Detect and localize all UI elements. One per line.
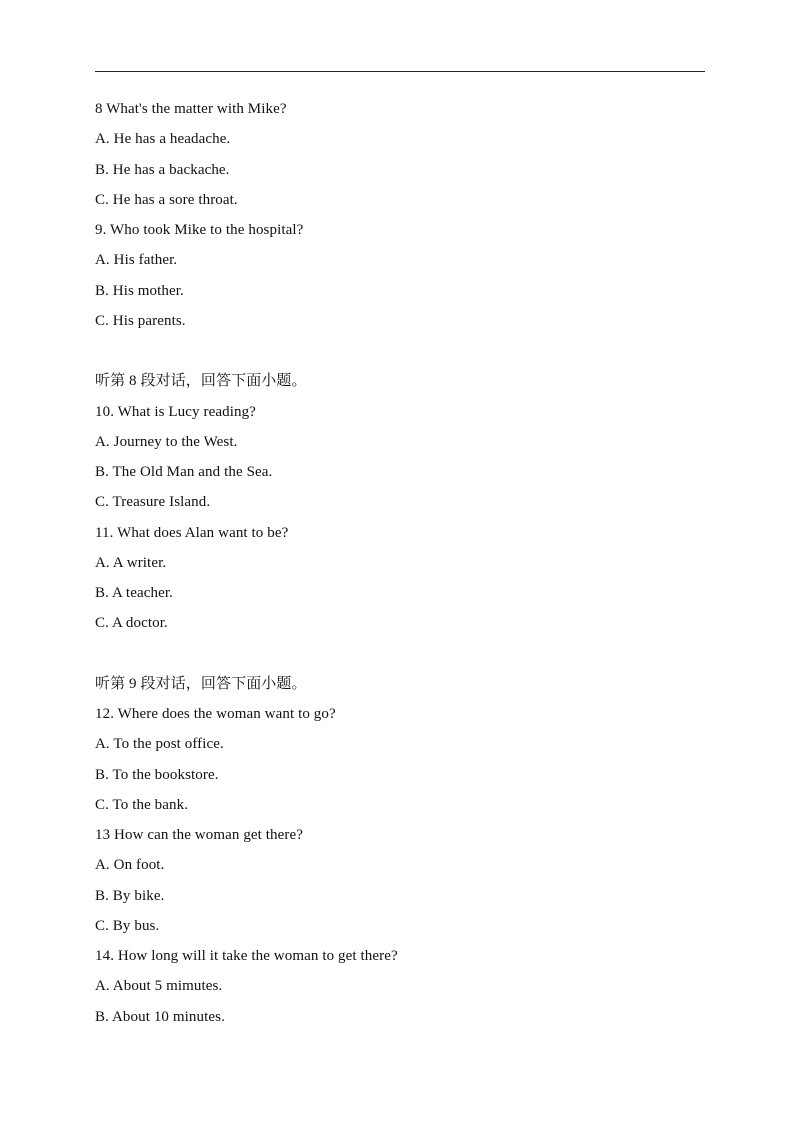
section-3 (95, 669, 715, 1032)
question-12-option-c: C. To the bank. (95, 796, 189, 813)
question-9-option-b: B. His mother. (95, 282, 184, 299)
question-11-option-a: A. A writer. (95, 554, 167, 571)
section-gap (95, 336, 715, 366)
question-13: 13 How can the woman get there? (95, 827, 304, 843)
question-14-option-a: A. About 5 mimutes. (95, 978, 223, 995)
question-12-option-b: B. To the bookstore. (95, 766, 219, 783)
question-8-option-a: A. He has a headache. (95, 131, 231, 148)
section-2-instruction: 听第 8 段对话，回答下面小题。 (95, 373, 307, 390)
section-2 (95, 366, 715, 638)
question-8-option-c: C. He has a sore throat. (95, 191, 238, 208)
section-1 (95, 94, 715, 336)
page-content (95, 94, 715, 1032)
top-rule (95, 71, 705, 72)
question-13-option-a: A. On foot. (95, 857, 165, 874)
question-9: 9. Who took Mike to the hospital? (95, 222, 304, 238)
question-11: 11. What does Alan want to be? (95, 524, 289, 541)
question-12-option-a: A. To the post office. (95, 736, 224, 753)
question-10-option-c: C. Treasure Island. (95, 494, 211, 511)
question-10-option-a: A. Journey to the West. (95, 433, 238, 450)
question-8: 8 What's the matter with Mike? (95, 101, 287, 117)
question-14-option-b: B. About 10 minutes. (95, 1008, 225, 1025)
question-8-option-b: B. He has a backache. (95, 161, 230, 178)
question-14: 14. How long will it take the woman to get there? (95, 948, 398, 964)
question-10: 10. What is Lucy reading? (95, 403, 256, 420)
question-11-option-c: C. A doctor. (95, 615, 168, 632)
question-13-option-c: C. By bus. (95, 917, 160, 934)
question-11-option-b: B. A teacher. (95, 585, 173, 601)
question-12: 12. Where does the woman want to go? (95, 706, 336, 722)
question-13-option-b: B. By bike. (95, 887, 165, 904)
section-gap (95, 639, 715, 669)
question-10-option-b: B. The Old Man and the Sea. (95, 464, 273, 480)
question-9-option-a: A. His father. (95, 252, 178, 269)
question-9-option-c: C. His parents. (95, 312, 186, 329)
section-3-instruction: 听第 9 段对话，回答下面小题。 (95, 675, 307, 692)
